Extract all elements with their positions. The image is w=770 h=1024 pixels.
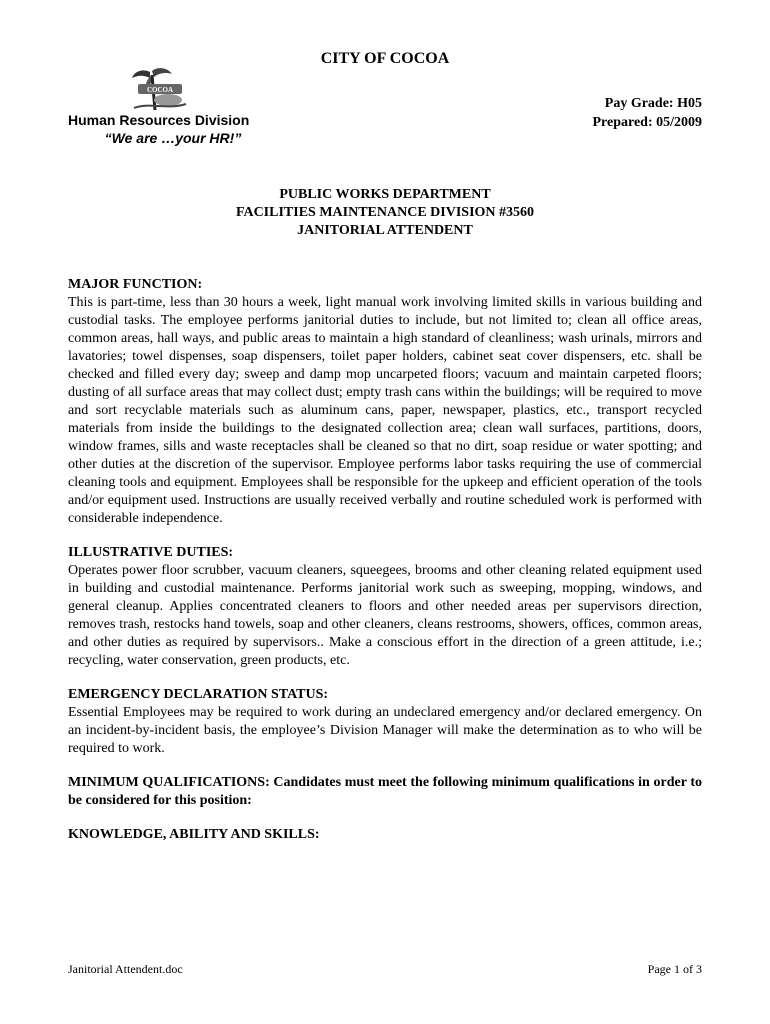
city-title: CITY OF COCOA: [320, 50, 450, 67]
section-text: Operates power floor scrubber, vacuum cleaners, squeegees, brooms and other cleaning related equipment used in building and custodial maintenance. Performs janitorial work such as sweeping, mopping, windows, and general cleanup. Applies concentrated cleaners to floors and other needed areas per supervisors direction, removes trash, restocks hand towels, soap and other cleaners, cleans restrooms, showers, offices, common areas, and other duties as required by supervisors.. Make a conscious effort in the direction of a green attitude, i.e.; recycling, water conservation, green products, etc.: [68, 563, 702, 668]
footer-filename: Janitorial Attendent.doc: [68, 962, 183, 976]
section-illustrative-duties: [68, 544, 702, 670]
svg-text:COCOA: COCOA: [146, 86, 174, 94]
section-text: This is part-time, less than 30 hours a week, light manual work involving limited skills in various building and custodial tasks. The employee performs janitorial duties to include, but not limited to; clean all office areas, common areas, hall ways, and public areas to maintain a high standard of cleanliness; wash urinals, mirrors and lavatories; towel dispenses, soap dispensers, toilet paper holders, cabinet seat cover dispensers, etc. shall be checked and filled every day; sweep and damp mop uncarpeted floors; vacuum and maintain carpeted floors; dusting of all surface areas that may collect dust; empty trash cans within the buildings; will be required to move and sort recyclable materials such as aluminum cans, paper, newspaper, plastics, etc., transport recycled materials from inside the buildings to the designated collection area; clean wall surfaces, partitions, doors, window frames, sills and waste receptacles shall be cleaned so that no dirt, soap residue or water spotting; and other duties at the discretion of the supervisor. Employee performs labor tasks requiring the use of commercial cleaning tools and equipment. Employees shall be responsible for the upkeep and efficient operation of the tools and/or equipment used. Instructions are usually received verbally and routine scheduled work is performed with considerable independence.: [68, 295, 702, 526]
section-heading: KNOWLEDGE, ABILITY AND SKILLS:: [68, 827, 320, 842]
department-line-2: FACILITIES MAINTENANCE DIVISION #3560: [235, 205, 535, 220]
footer-page-number: Page 1 of 3: [647, 962, 702, 976]
department-heading: [0, 186, 770, 240]
hr-slogan: “We are …your HR!”: [104, 130, 242, 146]
city-of-cocoa-logo-icon: [128, 66, 190, 112]
pay-grade-block: [592, 94, 702, 132]
section-text: MINIMUM QUALIFICATIONS: Candidates must meet the following minimum qualifications in order to be considered for this position:: [68, 775, 702, 808]
section-emergency-status: [68, 686, 702, 758]
section-text: Essential Employees may be required to work during an undeclared emergency and/or declared emergency. On an incident-by-incident basis, the employee’s Division Manager will make the determination as to who will be required to work.: [68, 705, 702, 756]
section-major-function: [68, 276, 702, 528]
pay-grade: Pay Grade: H05: [604, 96, 702, 111]
section-heading: MAJOR FUNCTION:: [68, 277, 203, 292]
department-line-3: JANITORIAL ATTENDENT: [297, 223, 473, 238]
document-body: [68, 276, 702, 860]
prepared-date: Prepared: 05/2009: [592, 115, 702, 130]
hr-division-block: [68, 112, 278, 146]
section-knowledge-skills: [68, 826, 702, 844]
section-heading: ILLUSTRATIVE DUTIES:: [68, 545, 234, 560]
section-heading: EMERGENCY DECLARATION STATUS:: [68, 687, 329, 702]
section-minimum-qualifications: [68, 774, 702, 810]
hr-division-label: Human Resources Division: [68, 112, 250, 128]
department-line-1: PUBLIC WORKS DEPARTMENT: [279, 187, 491, 202]
